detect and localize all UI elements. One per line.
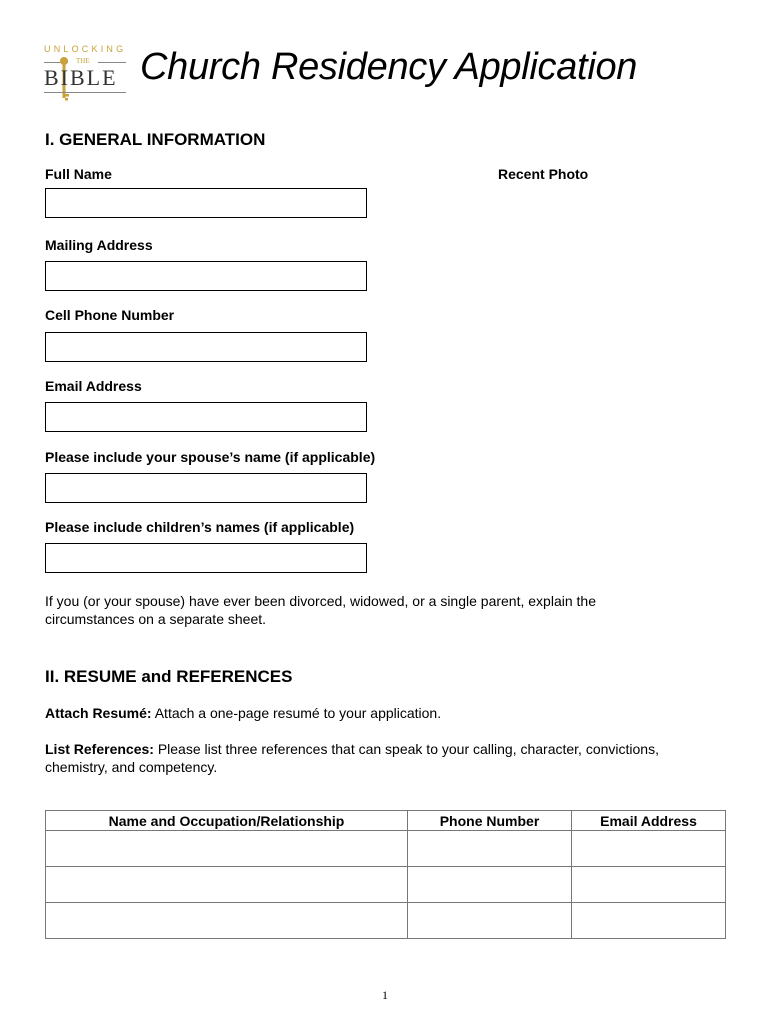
- header-phone-number: Phone Number: [408, 811, 572, 831]
- reference-2-phone-cell[interactable]: [408, 867, 572, 903]
- reference-3-phone-cell[interactable]: [408, 903, 572, 939]
- mailing-address-field[interactable]: [45, 261, 367, 291]
- logo-underline: [44, 92, 126, 93]
- cell-phone-field[interactable]: [45, 332, 367, 362]
- full-name-label: Full Name: [45, 166, 112, 182]
- table-row: [46, 903, 726, 939]
- reference-1-phone-cell[interactable]: [408, 831, 572, 867]
- spouse-name-label: Please include your spouse’s name (if applicable): [45, 449, 376, 465]
- reference-1-email-cell[interactable]: [572, 831, 726, 867]
- section-resume-references-heading: II. RESUME and REFERENCES: [45, 667, 293, 686]
- table-header-row: [46, 811, 726, 831]
- logo-line3: BIBLE: [44, 65, 118, 90]
- logo-line2: THE: [76, 57, 90, 65]
- list-references-label: List References:: [45, 741, 154, 757]
- page-title: Church Residency Application: [140, 46, 638, 88]
- reference-3-email-cell[interactable]: [572, 903, 726, 939]
- list-references-instruction: [45, 740, 725, 776]
- email-address-field[interactable]: [45, 402, 367, 432]
- table-row: [46, 831, 726, 867]
- children-names-label: Please include children’s names (if applicable): [45, 519, 355, 535]
- attach-resume-label: Attach Resumé:: [45, 705, 152, 721]
- attach-resume-instruction: [45, 704, 725, 722]
- header-email-address: Email Address: [572, 811, 726, 831]
- reference-3-name-cell[interactable]: [46, 903, 408, 939]
- divorce-note: If you (or your spouse) have ever been divorced, widowed, or a single parent, explain the circumstances on a separate sheet.: [45, 593, 596, 627]
- unlocking-the-bible-logo: [40, 42, 132, 102]
- references-table: [45, 810, 726, 939]
- reference-2-email-cell[interactable]: [572, 867, 726, 903]
- full-name-field[interactable]: [45, 188, 367, 218]
- section-general-information-heading: I. GENERAL INFORMATION: [45, 130, 266, 149]
- logo-divider-right: [98, 62, 126, 63]
- children-names-field[interactable]: [45, 543, 367, 573]
- recent-photo-label: Recent Photo: [498, 166, 589, 182]
- page-number: 1: [382, 988, 388, 1002]
- cell-phone-label: Cell Phone Number: [45, 307, 175, 323]
- header-name-occupation: Name and Occupation/Relationship: [46, 811, 408, 831]
- email-address-label: Email Address: [45, 378, 142, 394]
- logo-line1: UNLOCKING: [44, 44, 127, 54]
- list-references-text: Please list three references that can speak to your calling, character, convictions, chemistry, and competency.: [45, 741, 659, 775]
- attach-resume-text: Attach a one-page resumé to your application.: [151, 705, 442, 721]
- spouse-name-field[interactable]: [45, 473, 367, 503]
- reference-1-name-cell[interactable]: [46, 831, 408, 867]
- reference-2-name-cell[interactable]: [46, 867, 408, 903]
- mailing-address-label: Mailing Address: [45, 237, 153, 253]
- table-row: [46, 867, 726, 903]
